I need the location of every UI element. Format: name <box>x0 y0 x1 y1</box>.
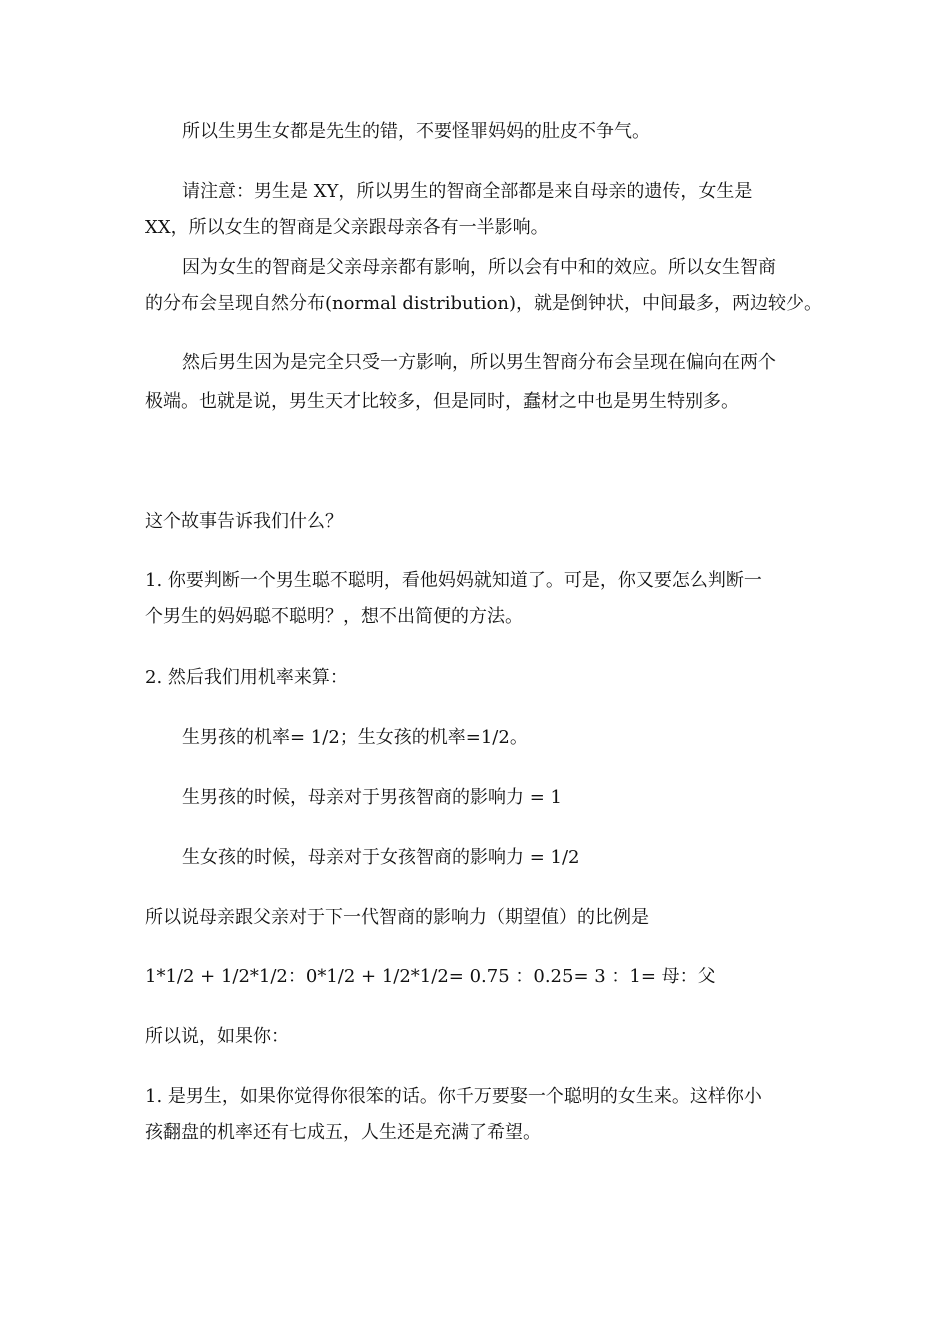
paragraph-line: 所以生男生女都是先生的错，不要怪罪妈妈的肚皮不争气。 <box>182 121 650 142</box>
paragraph-line: 所以说，如果你： <box>145 1026 289 1047</box>
formula-line: 生男孩的机率= 1/2；生女孩的机率=1/2。 <box>182 727 528 748</box>
paragraph-line: 所以说母亲跟父亲对于下一代智商的影响力（期望值）的比例是 <box>145 907 649 928</box>
list-item-line: 1. 是男生，如果你觉得你很笨的话。你千万要娶一个聪明的女生来。这样你小 <box>145 1086 762 1107</box>
paragraph-line: 然后男生因为是完全只受一方影响，所以男生智商分布会呈现在偏向在两个 <box>182 352 776 373</box>
list-item-line: 个男生的妈妈聪不聪明？，想不出简便的方法。 <box>145 606 523 627</box>
formula-line: 生女孩的时候，母亲对于女孩智商的影响力 = 1/2 <box>182 847 580 868</box>
formula-line: 1*1/2 + 1/2*1/2：0*1/2 + 1/2*1/2= 0.75 ：0.25= 3 ：1= 母：父 <box>145 966 716 987</box>
paragraph-line: 的分布会呈现自然分布(normal distribution)，就是倒钟状，中间最多，两边较少。 <box>145 293 823 314</box>
list-item-line: 1. 你要判断一个男生聪不聪明，看他妈妈就知道了。可是，你又要怎么判断一 <box>145 570 762 591</box>
list-item-line: 2. 然后我们用机率来算： <box>145 667 348 688</box>
paragraph-line: XX，所以女生的智商是父亲跟母亲各有一半影响。 <box>145 217 549 238</box>
paragraph-line: 因为女生的智商是父亲母亲都有影响，所以会有中和的效应。所以女生智商 <box>182 257 776 278</box>
formula-line: 生男孩的时候，母亲对于男孩智商的影响力 = 1 <box>182 787 562 808</box>
paragraph-line: 极端。也就是说，男生天才比较多，但是同时，蠢材之中也是男生特别多。 <box>145 391 739 412</box>
section-heading: 这个故事告诉我们什么？ <box>145 511 343 532</box>
list-item-line: 孩翻盘的机率还有七成五，人生还是充满了希望。 <box>145 1122 541 1143</box>
paragraph-line: 请注意：男生是 XY，所以男生的智商全部都是来自母亲的遗传，女生是 <box>182 181 753 202</box>
